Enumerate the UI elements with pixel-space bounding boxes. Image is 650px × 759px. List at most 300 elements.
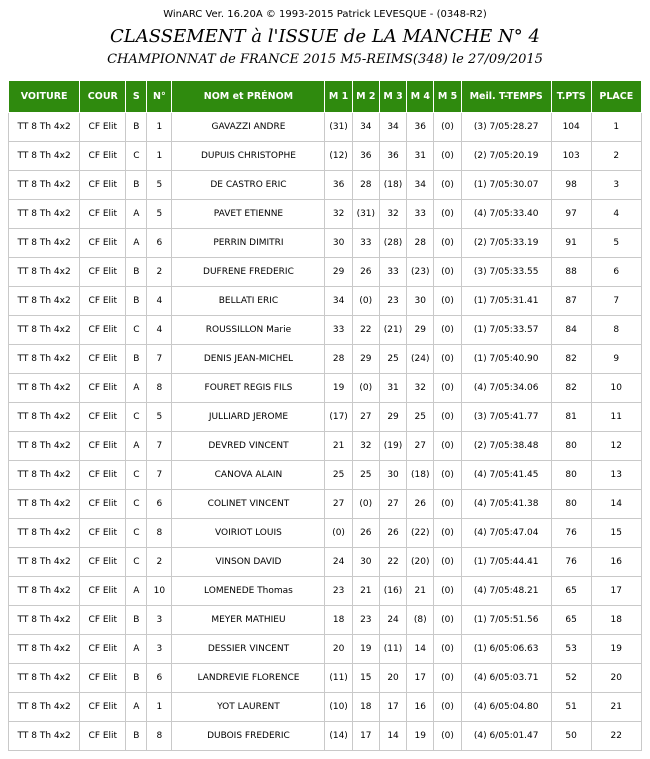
m2-cell: 27 — [352, 403, 379, 432]
best-time-cell: (1) 7/05:40.90 — [461, 345, 551, 374]
total-points-cell: 50 — [551, 722, 591, 751]
s-cell: A — [126, 374, 147, 403]
m5-cell: (0) — [434, 403, 461, 432]
m5-cell: (0) — [434, 461, 461, 490]
m5-cell: (0) — [434, 664, 461, 693]
s-cell: B — [126, 664, 147, 693]
m2-cell: 15 — [352, 664, 379, 693]
m2-cell: 30 — [352, 548, 379, 577]
m2-cell: 36 — [352, 142, 379, 171]
number-cell: 2 — [147, 548, 172, 577]
name-cell: GAVAZZI ANDRE — [172, 113, 325, 142]
m2-cell: (0) — [352, 490, 379, 519]
place-cell: 19 — [591, 635, 641, 664]
place-cell: 7 — [591, 287, 641, 316]
column-header-s: S — [126, 81, 147, 113]
m3-cell: 17 — [379, 693, 406, 722]
total-points-cell: 81 — [551, 403, 591, 432]
m5-cell: (0) — [434, 693, 461, 722]
m1-cell: 19 — [325, 374, 352, 403]
cour-cell: CF Elit — [80, 519, 126, 548]
m4-cell: 36 — [407, 113, 434, 142]
m4-cell: 29 — [407, 316, 434, 345]
voiture-cell: TT 8 Th 4x2 — [9, 606, 80, 635]
m1-cell: 27 — [325, 490, 352, 519]
name-cell: JULLIARD JEROME — [172, 403, 325, 432]
m3-cell: 31 — [379, 374, 406, 403]
m4-cell: (22) — [407, 519, 434, 548]
voiture-cell: TT 8 Th 4x2 — [9, 287, 80, 316]
m3-cell: 30 — [379, 461, 406, 490]
voiture-cell: TT 8 Th 4x2 — [9, 635, 80, 664]
number-cell: 7 — [147, 432, 172, 461]
voiture-cell: TT 8 Th 4x2 — [9, 722, 80, 751]
cour-cell: CF Elit — [80, 461, 126, 490]
results-table-body — [9, 113, 642, 751]
m3-cell: 32 — [379, 200, 406, 229]
number-cell: 4 — [147, 287, 172, 316]
total-points-cell: 76 — [551, 548, 591, 577]
m5-cell: (0) — [434, 113, 461, 142]
s-cell: B — [126, 113, 147, 142]
m1-cell: 25 — [325, 461, 352, 490]
table-row — [9, 635, 642, 664]
s-cell: A — [126, 577, 147, 606]
total-points-cell: 65 — [551, 577, 591, 606]
column-header-total-points: T.PTS — [551, 81, 591, 113]
number-cell: 7 — [147, 461, 172, 490]
m1-cell: 28 — [325, 345, 352, 374]
m4-cell: (18) — [407, 461, 434, 490]
m3-cell: (28) — [379, 229, 406, 258]
m5-cell: (0) — [434, 432, 461, 461]
m5-cell: (0) — [434, 258, 461, 287]
m4-cell: (23) — [407, 258, 434, 287]
total-points-cell: 91 — [551, 229, 591, 258]
m3-cell: (11) — [379, 635, 406, 664]
place-cell: 4 — [591, 200, 641, 229]
best-time-cell: (1) 7/05:44.41 — [461, 548, 551, 577]
place-cell: 3 — [591, 171, 641, 200]
m3-cell: 25 — [379, 345, 406, 374]
number-cell: 3 — [147, 635, 172, 664]
place-cell: 1 — [591, 113, 641, 142]
cour-cell: CF Elit — [80, 171, 126, 200]
place-cell: 16 — [591, 548, 641, 577]
m2-cell: (31) — [352, 200, 379, 229]
name-cell: VINSON DAVID — [172, 548, 325, 577]
name-cell: DUFRENE FREDERIC — [172, 258, 325, 287]
m1-cell: 21 — [325, 432, 352, 461]
table-row — [9, 229, 642, 258]
table-row — [9, 258, 642, 287]
voiture-cell: TT 8 Th 4x2 — [9, 316, 80, 345]
column-header-m4: M 4 — [407, 81, 434, 113]
cour-cell: CF Elit — [80, 316, 126, 345]
voiture-cell: TT 8 Th 4x2 — [9, 229, 80, 258]
best-time-cell: (4) 7/05:41.45 — [461, 461, 551, 490]
s-cell: A — [126, 635, 147, 664]
place-cell: 6 — [591, 258, 641, 287]
column-header-voiture: VOITURE — [9, 81, 80, 113]
name-cell: LOMENEDE Thomas — [172, 577, 325, 606]
total-points-cell: 87 — [551, 287, 591, 316]
place-cell: 9 — [591, 345, 641, 374]
m4-cell: 27 — [407, 432, 434, 461]
m4-cell: (20) — [407, 548, 434, 577]
total-points-cell: 82 — [551, 345, 591, 374]
m5-cell: (0) — [434, 171, 461, 200]
name-cell: DESSIER VINCENT — [172, 635, 325, 664]
table-row — [9, 316, 642, 345]
number-cell: 6 — [147, 229, 172, 258]
table-row — [9, 519, 642, 548]
place-cell: 15 — [591, 519, 641, 548]
voiture-cell: TT 8 Th 4x2 — [9, 403, 80, 432]
voiture-cell: TT 8 Th 4x2 — [9, 200, 80, 229]
m4-cell: 30 — [407, 287, 434, 316]
page-title: CLASSEMENT à l'ISSUE de LA MANCHE N° 4 — [110, 26, 540, 47]
table-row — [9, 171, 642, 200]
number-cell: 5 — [147, 403, 172, 432]
name-cell: BELLATI ERIC — [172, 287, 325, 316]
m4-cell: 31 — [407, 142, 434, 171]
cour-cell: CF Elit — [80, 548, 126, 577]
m1-cell: (10) — [325, 693, 352, 722]
name-cell: LANDREVIE FLORENCE — [172, 664, 325, 693]
name-cell: COLINET VINCENT — [172, 490, 325, 519]
best-time-cell: (2) 7/05:38.48 — [461, 432, 551, 461]
number-cell: 5 — [147, 171, 172, 200]
table-row — [9, 577, 642, 606]
voiture-cell: TT 8 Th 4x2 — [9, 258, 80, 287]
name-cell: DUPUIS CHRISTOPHE — [172, 142, 325, 171]
name-cell: PERRIN DIMITRI — [172, 229, 325, 258]
best-time-cell: (2) 7/05:33.19 — [461, 229, 551, 258]
m4-cell: 28 — [407, 229, 434, 258]
name-cell: FOURET REGIS FILS — [172, 374, 325, 403]
total-points-cell: 82 — [551, 374, 591, 403]
voiture-cell: TT 8 Th 4x2 — [9, 577, 80, 606]
m5-cell: (0) — [434, 548, 461, 577]
m1-cell: 23 — [325, 577, 352, 606]
best-time-cell: (3) 7/05:33.55 — [461, 258, 551, 287]
s-cell: B — [126, 171, 147, 200]
m2-cell: 26 — [352, 519, 379, 548]
table-row — [9, 664, 642, 693]
m2-cell: 17 — [352, 722, 379, 751]
table-row — [9, 606, 642, 635]
voiture-cell: TT 8 Th 4x2 — [9, 664, 80, 693]
name-cell: DUBOIS FREDERIC — [172, 722, 325, 751]
m1-cell: 34 — [325, 287, 352, 316]
s-cell: C — [126, 490, 147, 519]
m5-cell: (0) — [434, 142, 461, 171]
m1-cell: (17) — [325, 403, 352, 432]
m2-cell: 19 — [352, 635, 379, 664]
table-row — [9, 287, 642, 316]
m2-cell: 23 — [352, 606, 379, 635]
m4-cell: 14 — [407, 635, 434, 664]
m5-cell: (0) — [434, 635, 461, 664]
s-cell: C — [126, 461, 147, 490]
total-points-cell: 65 — [551, 606, 591, 635]
s-cell: A — [126, 693, 147, 722]
number-cell: 8 — [147, 374, 172, 403]
m3-cell: 22 — [379, 548, 406, 577]
number-cell: 8 — [147, 519, 172, 548]
m2-cell: 29 — [352, 345, 379, 374]
name-cell: DENIS JEAN-MICHEL — [172, 345, 325, 374]
m4-cell: 33 — [407, 200, 434, 229]
m4-cell: 25 — [407, 403, 434, 432]
m1-cell: 20 — [325, 635, 352, 664]
s-cell: B — [126, 287, 147, 316]
cour-cell: CF Elit — [80, 693, 126, 722]
s-cell: A — [126, 229, 147, 258]
m5-cell: (0) — [434, 345, 461, 374]
page-header — [0, 9, 650, 70]
voiture-cell: TT 8 Th 4x2 — [9, 519, 80, 548]
column-header-m2: M 2 — [352, 81, 379, 113]
s-cell: C — [126, 548, 147, 577]
place-cell: 10 — [591, 374, 641, 403]
place-cell: 14 — [591, 490, 641, 519]
cour-cell: CF Elit — [80, 142, 126, 171]
s-cell: B — [126, 606, 147, 635]
place-cell: 17 — [591, 577, 641, 606]
s-cell: A — [126, 432, 147, 461]
m1-cell: 33 — [325, 316, 352, 345]
s-cell: B — [126, 258, 147, 287]
m1-cell: 36 — [325, 171, 352, 200]
total-points-cell: 51 — [551, 693, 591, 722]
m5-cell: (0) — [434, 606, 461, 635]
m4-cell: 34 — [407, 171, 434, 200]
cour-cell: CF Elit — [80, 403, 126, 432]
m1-cell: (31) — [325, 113, 352, 142]
software-credit: WinARC Ver. 16.20A © 1993-2015 Patrick LEVESQUE - (0348-R2) — [163, 9, 487, 20]
m4-cell: 32 — [407, 374, 434, 403]
column-header-m3: M 3 — [379, 81, 406, 113]
voiture-cell: TT 8 Th 4x2 — [9, 432, 80, 461]
m2-cell: 34 — [352, 113, 379, 142]
m2-cell: 21 — [352, 577, 379, 606]
m3-cell: 34 — [379, 113, 406, 142]
cour-cell: CF Elit — [80, 200, 126, 229]
best-time-cell: (3) 7/05:28.27 — [461, 113, 551, 142]
m4-cell: 26 — [407, 490, 434, 519]
best-time-cell: (4) 7/05:41.38 — [461, 490, 551, 519]
cour-cell: CF Elit — [80, 113, 126, 142]
best-time-cell: (4) 7/05:34.06 — [461, 374, 551, 403]
cour-cell: CF Elit — [80, 258, 126, 287]
m4-cell: 19 — [407, 722, 434, 751]
place-cell: 21 — [591, 693, 641, 722]
m3-cell: 20 — [379, 664, 406, 693]
column-header-best-time: Meil. T-TEMPS — [461, 81, 551, 113]
place-cell: 20 — [591, 664, 641, 693]
name-cell: PAVET ETIENNE — [172, 200, 325, 229]
best-time-cell: (4) 7/05:33.40 — [461, 200, 551, 229]
number-cell: 4 — [147, 316, 172, 345]
number-cell: 1 — [147, 113, 172, 142]
table-row — [9, 432, 642, 461]
m3-cell: 24 — [379, 606, 406, 635]
m1-cell: (0) — [325, 519, 352, 548]
cour-cell: CF Elit — [80, 722, 126, 751]
m4-cell: 16 — [407, 693, 434, 722]
best-time-cell: (3) 7/05:41.77 — [461, 403, 551, 432]
m4-cell: (24) — [407, 345, 434, 374]
column-header-place: PLACE — [591, 81, 641, 113]
s-cell: C — [126, 316, 147, 345]
name-cell: DEVRED VINCENT — [172, 432, 325, 461]
cour-cell: CF Elit — [80, 287, 126, 316]
total-points-cell: 98 — [551, 171, 591, 200]
m3-cell: 14 — [379, 722, 406, 751]
voiture-cell: TT 8 Th 4x2 — [9, 345, 80, 374]
number-cell: 7 — [147, 345, 172, 374]
place-cell: 11 — [591, 403, 641, 432]
name-cell: ROUSSILLON Marie — [172, 316, 325, 345]
m2-cell: 22 — [352, 316, 379, 345]
name-cell: MEYER MATHIEU — [172, 606, 325, 635]
m3-cell: (16) — [379, 577, 406, 606]
name-cell: YOT LAURENT — [172, 693, 325, 722]
place-cell: 12 — [591, 432, 641, 461]
cour-cell: CF Elit — [80, 432, 126, 461]
cour-cell: CF Elit — [80, 664, 126, 693]
place-cell: 5 — [591, 229, 641, 258]
total-points-cell: 88 — [551, 258, 591, 287]
s-cell: B — [126, 345, 147, 374]
table-row — [9, 345, 642, 374]
voiture-cell: TT 8 Th 4x2 — [9, 490, 80, 519]
place-cell: 8 — [591, 316, 641, 345]
m2-cell: (0) — [352, 374, 379, 403]
s-cell: C — [126, 142, 147, 171]
place-cell: 2 — [591, 142, 641, 171]
number-cell: 1 — [147, 693, 172, 722]
s-cell: B — [126, 722, 147, 751]
m4-cell: 21 — [407, 577, 434, 606]
number-cell: 10 — [147, 577, 172, 606]
m1-cell: 32 — [325, 200, 352, 229]
best-time-cell: (2) 7/05:20.19 — [461, 142, 551, 171]
best-time-cell: (1) 7/05:33.57 — [461, 316, 551, 345]
number-cell: 3 — [147, 606, 172, 635]
s-cell: A — [126, 200, 147, 229]
m5-cell: (0) — [434, 374, 461, 403]
m5-cell: (0) — [434, 229, 461, 258]
m5-cell: (0) — [434, 490, 461, 519]
best-time-cell: (4) 6/05:01.47 — [461, 722, 551, 751]
m1-cell: (11) — [325, 664, 352, 693]
cour-cell: CF Elit — [80, 374, 126, 403]
m5-cell: (0) — [434, 316, 461, 345]
table-row — [9, 461, 642, 490]
best-time-cell: (1) 7/05:30.07 — [461, 171, 551, 200]
column-header-m1: M 1 — [325, 81, 352, 113]
best-time-cell: (1) 6/05:06.63 — [461, 635, 551, 664]
m5-cell: (0) — [434, 722, 461, 751]
m3-cell: (19) — [379, 432, 406, 461]
number-cell: 1 — [147, 142, 172, 171]
cour-cell: CF Elit — [80, 490, 126, 519]
column-header-cour: COUR — [80, 81, 126, 113]
best-time-cell: (4) 7/05:47.04 — [461, 519, 551, 548]
table-row — [9, 113, 642, 142]
cour-cell: CF Elit — [80, 635, 126, 664]
column-header-name: NOM et PRÉNOM — [172, 81, 325, 113]
m3-cell: (21) — [379, 316, 406, 345]
column-header-number: N° — [147, 81, 172, 113]
m2-cell: 32 — [352, 432, 379, 461]
m3-cell: 29 — [379, 403, 406, 432]
total-points-cell: 80 — [551, 490, 591, 519]
name-cell: CANOVA ALAIN — [172, 461, 325, 490]
m1-cell: 18 — [325, 606, 352, 635]
table-row — [9, 142, 642, 171]
table-row — [9, 548, 642, 577]
m5-cell: (0) — [434, 519, 461, 548]
m5-cell: (0) — [434, 287, 461, 316]
m4-cell: (8) — [407, 606, 434, 635]
m3-cell: 33 — [379, 258, 406, 287]
voiture-cell: TT 8 Th 4x2 — [9, 461, 80, 490]
total-points-cell: 104 — [551, 113, 591, 142]
cour-cell: CF Elit — [80, 345, 126, 374]
m5-cell: (0) — [434, 577, 461, 606]
voiture-cell: TT 8 Th 4x2 — [9, 142, 80, 171]
voiture-cell: TT 8 Th 4x2 — [9, 113, 80, 142]
table-row — [9, 693, 642, 722]
best-time-cell: (4) 6/05:04.80 — [461, 693, 551, 722]
table-row — [9, 374, 642, 403]
m3-cell: 36 — [379, 142, 406, 171]
m3-cell: 26 — [379, 519, 406, 548]
number-cell: 2 — [147, 258, 172, 287]
s-cell: C — [126, 519, 147, 548]
m1-cell: (12) — [325, 142, 352, 171]
voiture-cell: TT 8 Th 4x2 — [9, 171, 80, 200]
number-cell: 6 — [147, 490, 172, 519]
m2-cell: (0) — [352, 287, 379, 316]
place-cell: 18 — [591, 606, 641, 635]
m3-cell: (18) — [379, 171, 406, 200]
best-time-cell: (4) 6/05:03.71 — [461, 664, 551, 693]
number-cell: 8 — [147, 722, 172, 751]
m5-cell: (0) — [434, 200, 461, 229]
cour-cell: CF Elit — [80, 229, 126, 258]
voiture-cell: TT 8 Th 4x2 — [9, 374, 80, 403]
total-points-cell: 80 — [551, 432, 591, 461]
cour-cell: CF Elit — [80, 606, 126, 635]
name-cell: VOIRIOT LOUIS — [172, 519, 325, 548]
table-row — [9, 403, 642, 432]
best-time-cell: (4) 7/05:48.21 — [461, 577, 551, 606]
table-row — [9, 490, 642, 519]
voiture-cell: TT 8 Th 4x2 — [9, 548, 80, 577]
total-points-cell: 76 — [551, 519, 591, 548]
m1-cell: (14) — [325, 722, 352, 751]
number-cell: 5 — [147, 200, 172, 229]
column-header-m5: M 5 — [434, 81, 461, 113]
table-header-row — [9, 81, 642, 113]
best-time-cell: (1) 7/05:31.41 — [461, 287, 551, 316]
best-time-cell: (1) 7/05:51.56 — [461, 606, 551, 635]
